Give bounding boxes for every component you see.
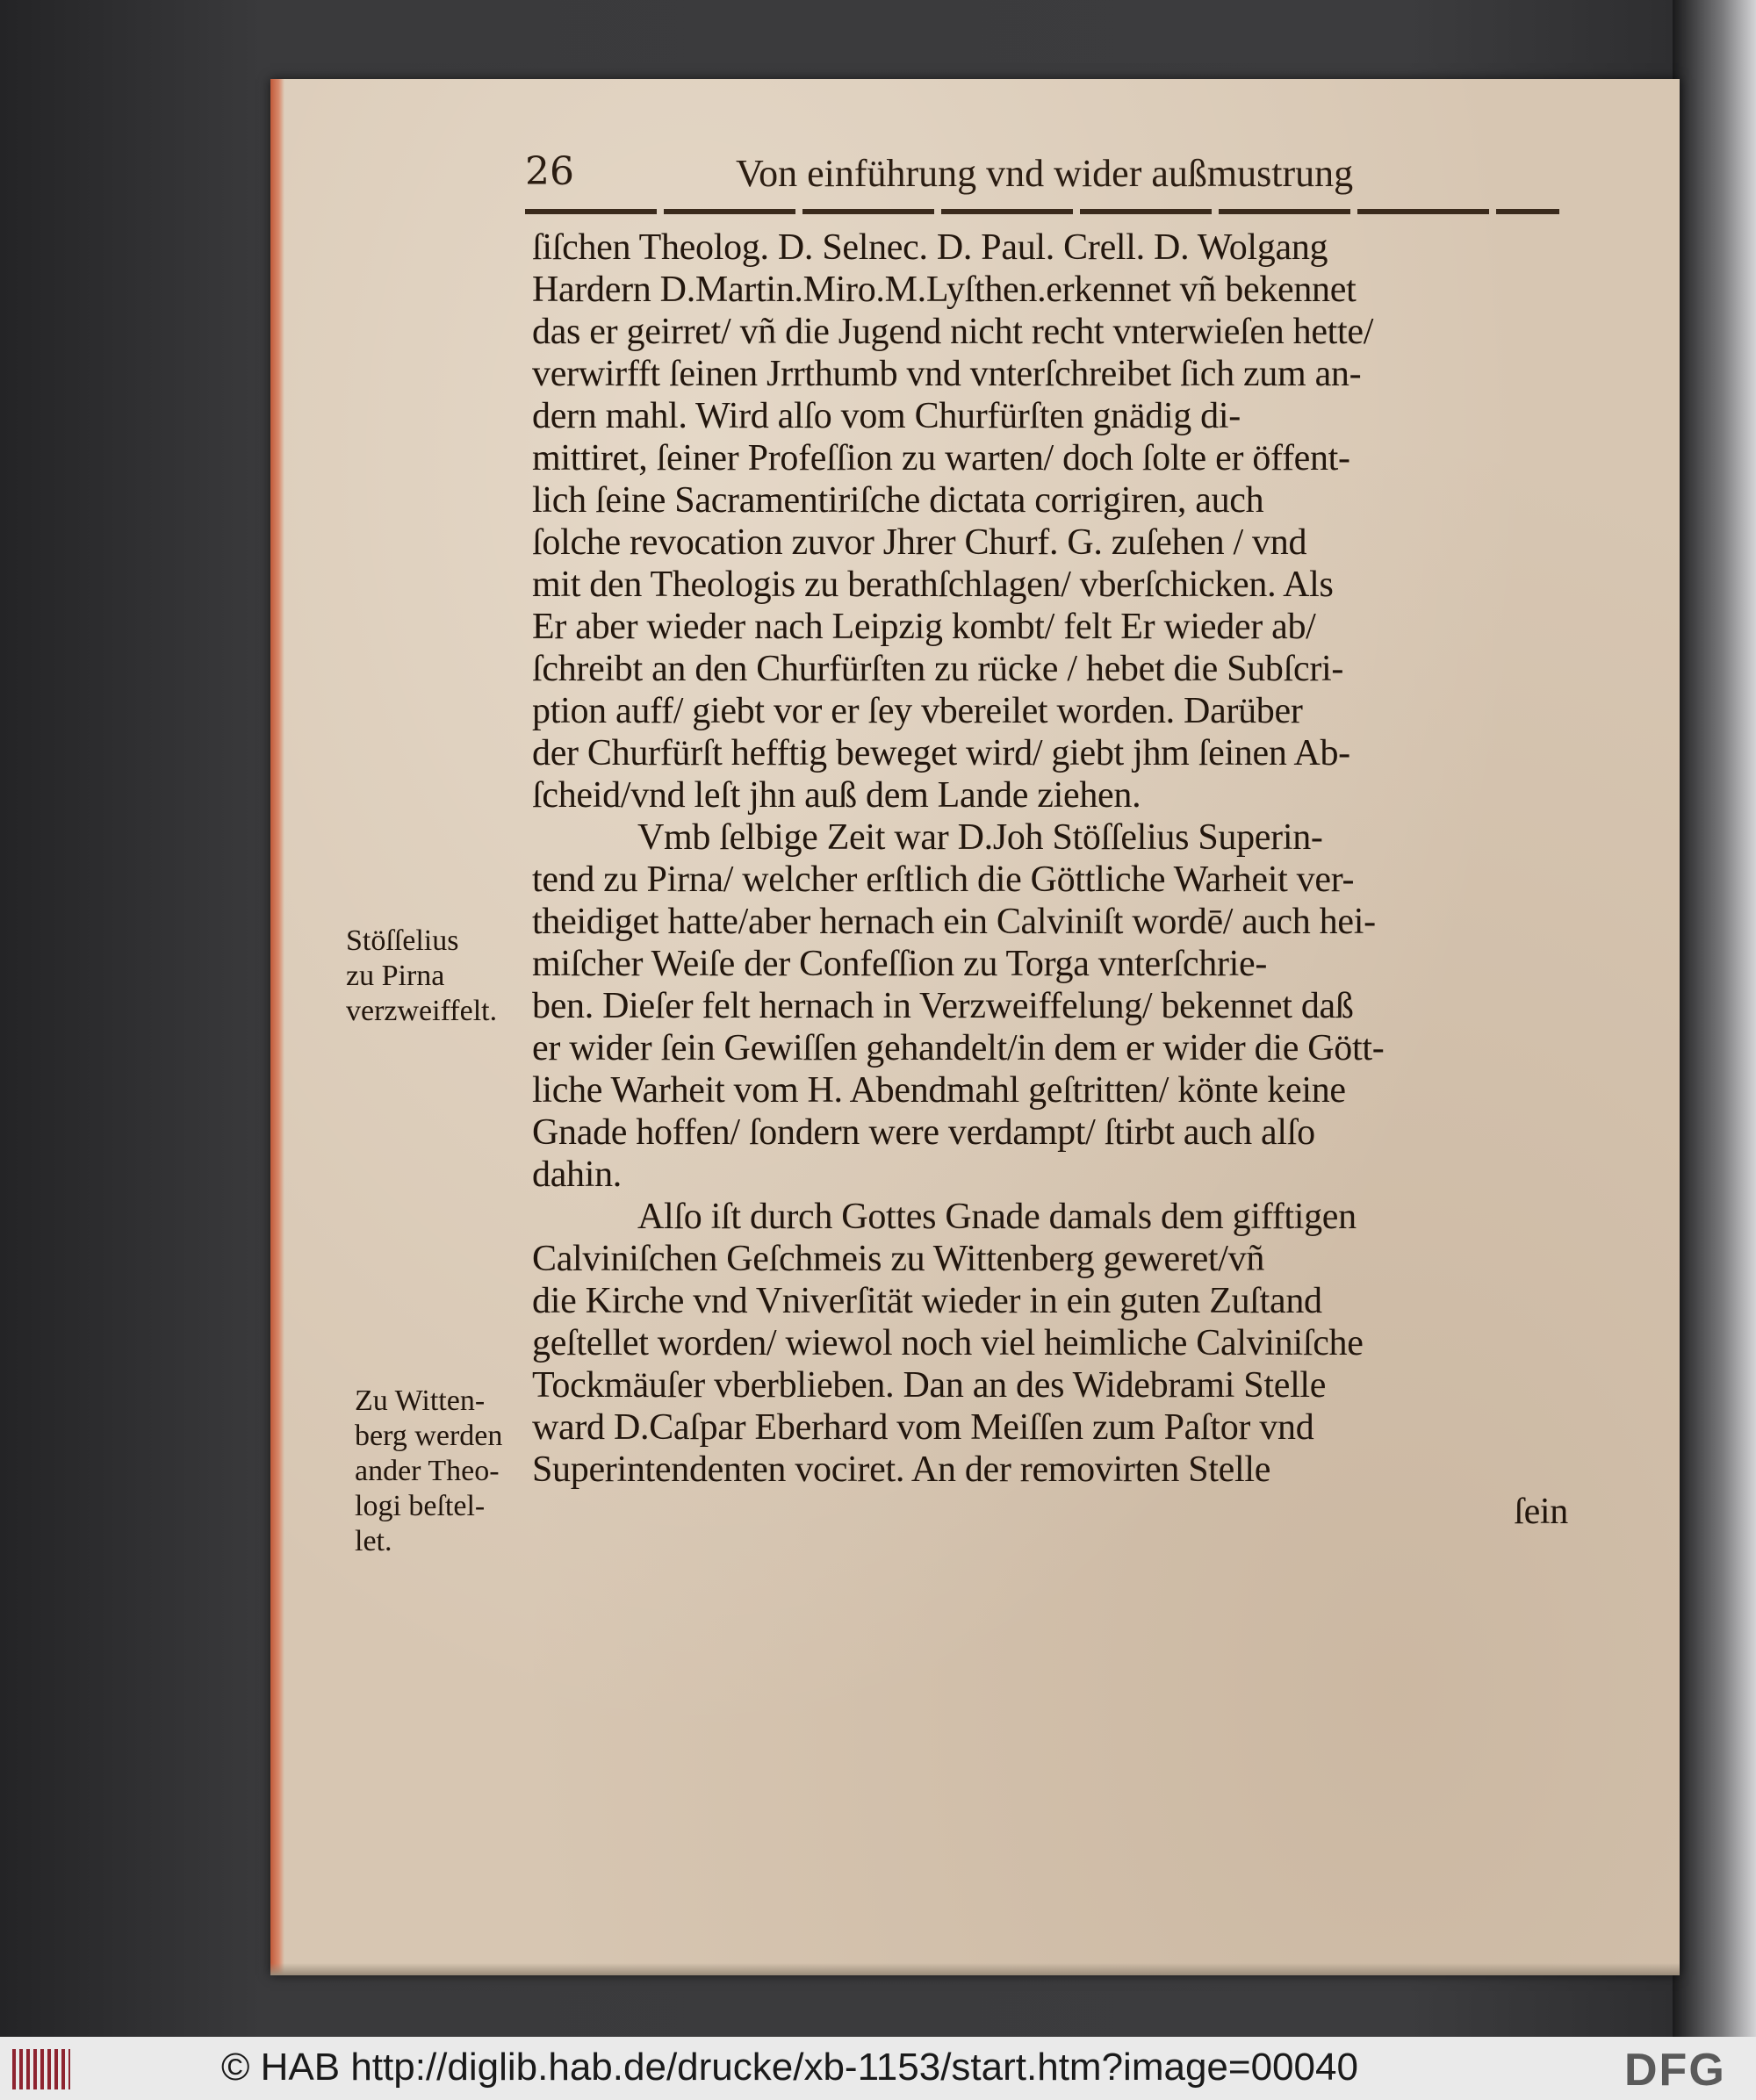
text-line: tend zu Pirna/ welcher erſtlich die Göttliche Warheit ver- bbox=[532, 859, 1355, 900]
page-bottom-shadow bbox=[270, 1963, 1680, 1975]
marginal-note-wittenberg bbox=[355, 1384, 502, 1559]
dfg-logo: DFG bbox=[1624, 2045, 1726, 2096]
text-line: Vmb ſelbige Zeit war D.Joh Stöſſelius Superin- bbox=[637, 817, 1323, 858]
text-line: miſcher Weiſe der Confeſſion zu Torga vnterſchrie- bbox=[532, 944, 1268, 984]
text-line: er wider ſein Gewiſſen gehandelt/in dem er wider die Gött- bbox=[532, 1028, 1385, 1068]
text-line: Alſo iſt durch Gottes Gnade damals dem gifftigen bbox=[637, 1197, 1357, 1237]
page-header bbox=[525, 149, 1403, 211]
text-line: dern mahl. Wird alſo vom Churfürſten gnädig di- bbox=[532, 396, 1241, 436]
text-line: Superintendenten vociret. An der removirten Stelle bbox=[532, 1449, 1271, 1490]
text-line: Er aber wieder nach Leipzig kombt/ felt Er wieder ab/ bbox=[532, 607, 1316, 647]
text-line: dahin. bbox=[532, 1154, 623, 1195]
catchword: ſein bbox=[1514, 1492, 1568, 1532]
marginal-line: let. bbox=[355, 1525, 392, 1557]
text-line: ſolche revocation zuvor Jhrer Churf. G. zuſehen / vnd bbox=[532, 522, 1307, 563]
text-line: geſtellet worden/ wiewol noch viel heimliche Calviniſche bbox=[532, 1323, 1364, 1363]
text-line: ben. Dieſer felt hernach in Verzweiffelung/ bekennet daß bbox=[532, 986, 1354, 1026]
footer-credit-link[interactable]: © HAB http://diglib.hab.de/drucke/xb-1153/start.htm?image=00040 bbox=[221, 2046, 1358, 2089]
text-line: ward D.Caſpar Eberhard vom Meiſſen zum Paſtor vnd bbox=[532, 1407, 1314, 1448]
text-line: verwirfft ſeinen Jrrthumb vnd vnterſchreibet ſich zum an- bbox=[532, 354, 1362, 394]
marginal-line: berg werden bbox=[355, 1420, 503, 1452]
hab-logo-icon bbox=[12, 2049, 70, 2089]
header-rule bbox=[525, 209, 1559, 214]
text-line: ſiſchen Theolog. D. Selnec. D. Paul. Crell. D. Wolgang bbox=[532, 227, 1328, 268]
marginal-line: ander Theo- bbox=[355, 1455, 500, 1487]
marginal-line: zu Pirna bbox=[346, 960, 445, 992]
text-line: theidiget hatte/aber hernach ein Calviniſt wordē/ auch hei- bbox=[532, 902, 1376, 942]
page-number: 26 bbox=[525, 149, 574, 194]
text-line: Hardern D.Martin.Miro.M.Lyſthen.erkennet vñ bekennet bbox=[532, 270, 1357, 310]
text-line: die Kirche vnd Vniverſität wieder in ein guten Zuſtand bbox=[532, 1281, 1322, 1321]
marginal-line: Stöſſelius bbox=[346, 924, 459, 957]
adjacent-page-edge bbox=[1673, 0, 1756, 2037]
book-page bbox=[270, 79, 1680, 1975]
body-text bbox=[532, 227, 1568, 1533]
text-line: Tockmäuſer vberblieben. Dan an des Widebrami Stelle bbox=[532, 1365, 1327, 1406]
text-line: liche Warheit vom H. Abendmahl geſtritten/ könte keine bbox=[532, 1070, 1346, 1111]
text-line: Gnade hoffen/ ſondern were verdampt/ ſtirbt auch alſo bbox=[532, 1112, 1315, 1153]
text-line: lich ſeine Sacramentiriſche dictata corrigiren, auch bbox=[532, 480, 1264, 521]
text-line: Calviniſchen Geſchmeis zu Wittenberg geweret/vñ bbox=[532, 1239, 1265, 1279]
footer-bar bbox=[0, 2037, 1756, 2100]
text-line: ſchreibt an den Churfürſten zu rücke / hebet die Subſcri- bbox=[532, 649, 1344, 689]
marginal-note-stoesselius bbox=[346, 924, 497, 1029]
marginal-line: logi beſtel- bbox=[355, 1490, 486, 1522]
text-line: mit den Theologis zu berathſchlagen/ vberſchicken. Als bbox=[532, 565, 1334, 605]
text-line: das er geirret/ vñ die Jugend nicht recht vnterwieſen hette/ bbox=[532, 312, 1374, 352]
text-line: ſcheid/vnd leſt jhn auß dem Lande ziehen. bbox=[532, 775, 1141, 816]
marginal-line: verzweiffelt. bbox=[346, 995, 498, 1027]
running-head: Von einführung vnd wider außmustrung bbox=[736, 152, 1354, 195]
text-line: mittiret, ſeiner Profeſſion zu warten/ doch ſolte er öffent- bbox=[532, 438, 1350, 478]
page-red-edge bbox=[270, 79, 284, 1975]
text-line: der Churfürſt hefftig beweget wird/ giebt jhm ſeinen Ab- bbox=[532, 733, 1350, 773]
text-line: ption auff/ giebt vor er ſey vbereilet worden. Darüber bbox=[532, 691, 1303, 731]
marginal-line: Zu Witten- bbox=[355, 1384, 486, 1417]
